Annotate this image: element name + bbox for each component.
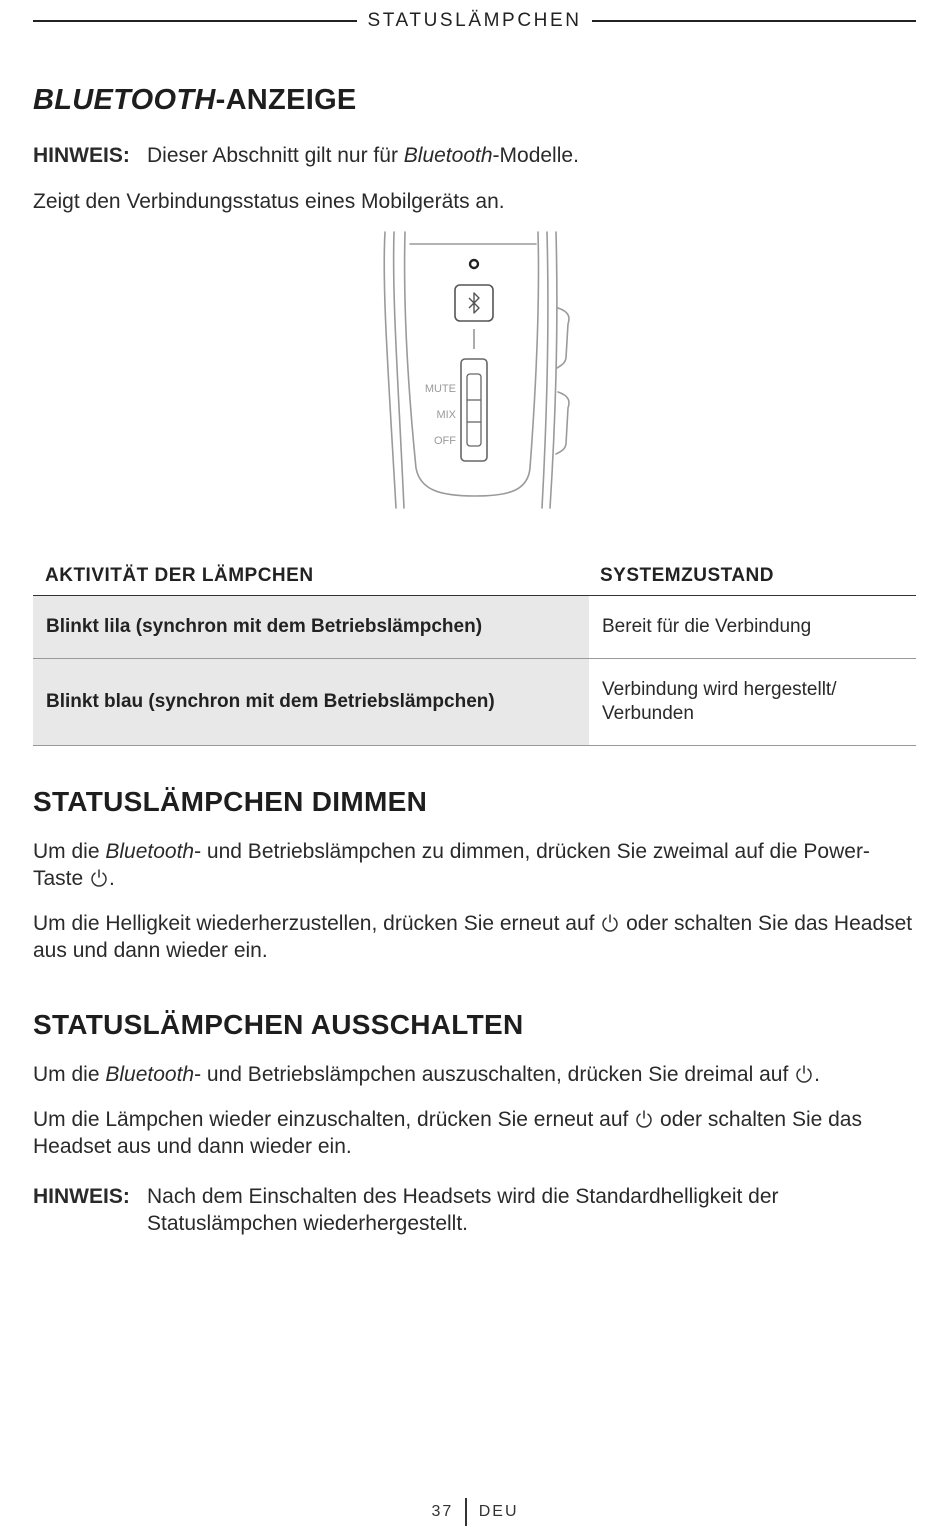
text-span: . [814,1063,820,1086]
turn-off-lights-heading: STATUSLÄMPCHEN AUSSCHALTEN [33,1009,524,1040]
header-system-state: SYSTEMZUSTAND [600,565,774,586]
table-row [33,659,916,746]
text-em: Bluetooth [105,840,195,863]
note-label: HINWEIS: [33,144,130,167]
text-span: Um die Helligkeit wiederherzustellen, drücken Sie erneut auf [33,912,601,935]
power-icon [794,1064,814,1084]
power-icon [600,913,620,933]
light-activity-table [33,557,916,746]
text-span: - und Betriebslämpchen auszuschalten, drücken Sie dreimal auf [194,1063,795,1086]
note-text: Nach dem Einschalten des Headsets wird die Standardhelligkeit der Statuslämpchen wiederhergestellt. [147,1185,779,1235]
text-span: Um die Lämpchen wieder einzuschalten, drücken Sie erneut auf [33,1108,635,1131]
running-head-label: STATUSLÄMPCHEN [367,10,582,31]
page-number: 37 [431,1503,454,1520]
header-activity: AKTIVITÄT DER LÄMPCHEN [45,565,314,586]
text-span: Um die [33,840,106,863]
power-icon [634,1109,654,1129]
off-paragraph-1 [33,1061,913,1088]
running-head-rule-right [592,20,916,22]
text-span: Um die [33,1063,106,1086]
intro-paragraph: Zeigt den Verbindungsstatus eines Mobilgeräts an. [33,190,505,213]
footer-separator [465,1498,467,1526]
heading-italic-part: BLUETOOTH [33,84,216,116]
page-footer [0,1498,950,1526]
language-code: DEU [478,1503,519,1520]
note-text-post: -Modelle. [492,144,579,167]
table-header [33,557,916,596]
dim-paragraph-2 [33,910,913,964]
running-head [33,8,916,34]
row-activity: Blinkt blau (synchron mit dem Betriebslämpchen) [33,659,589,745]
text-span: oder schalten Sie das Headset aus und dann wieder ein. [33,912,913,962]
row-state: Verbindung wird hergestellt/ Verbunden [602,679,837,724]
text-span: - und Betriebslämpchen zu dimmen, drücken Sie zweimal auf die Power-Taste [33,840,870,890]
note-label: HINWEIS: [33,1185,130,1208]
switch-label-mix: MIX [436,409,456,421]
switch-label-off: OFF [434,435,456,447]
bluetooth-icon [469,293,479,313]
dim-lights-heading: STATUSLÄMPCHEN DIMMEN [33,786,428,817]
note-text-em: Bluetooth [403,144,493,167]
switch-label-mute: MUTE [424,383,456,395]
heading-rest-part: -ANZEIGE [215,84,357,116]
power-icon [89,868,109,888]
dim-paragraph-1 [33,838,913,892]
bluetooth-models-note [33,142,913,169]
row-activity: Blinkt lila (synchron mit dem Betriebslämpchen) [33,596,589,658]
text-span: . [109,867,115,890]
text-em: Bluetooth [105,1063,195,1086]
status-led [470,260,478,268]
table-row [33,596,916,659]
row-state: Bereit für die Verbindung [602,616,812,637]
text-span: oder schalten Sie das Headset aus und dann wieder ein. [33,1108,862,1158]
bluetooth-indicator-heading [33,84,357,117]
off-paragraph-2 [33,1106,913,1160]
brightness-restore-note [33,1183,913,1237]
headset-control-illustration [360,228,590,512]
running-head-rule-left [33,20,357,22]
note-text-pre: Dieser Abschnitt gilt nur für [147,144,404,167]
note-text [147,142,579,169]
